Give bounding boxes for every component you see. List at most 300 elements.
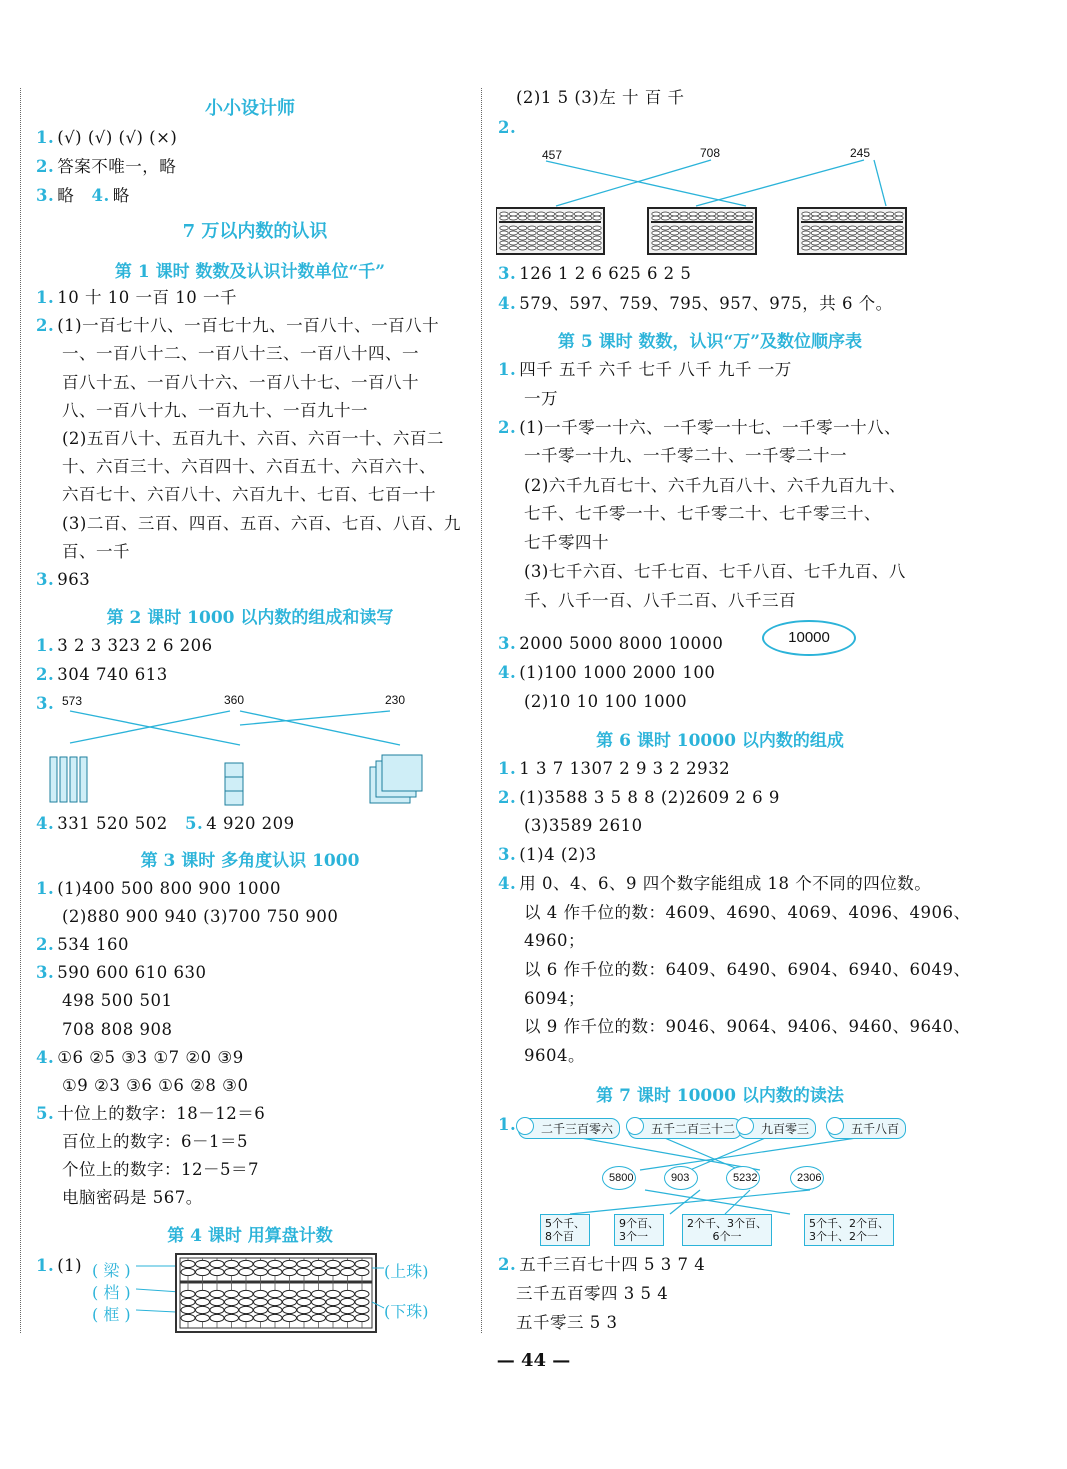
q-num: 3.	[36, 570, 55, 589]
answer-line	[36, 665, 168, 685]
q-text: 304 740 613	[57, 665, 168, 684]
q-text: (3)二百、三百、四百、五百、六百、七百、八百、九	[62, 513, 461, 533]
answer-line	[62, 344, 419, 364]
q-text: (3)3589 2610	[524, 816, 643, 836]
q-num: 1.	[498, 759, 517, 778]
lower-bead	[254, 1298, 268, 1305]
box-line: 3个十、2个一	[809, 1230, 878, 1243]
label-text: 档	[103, 1283, 120, 1302]
q-num: 4.	[91, 186, 110, 205]
answer-line	[36, 935, 129, 955]
q-text: 三千五百零四 3 5 4	[516, 1284, 669, 1303]
lower-bead	[239, 1306, 253, 1313]
answer-line	[36, 316, 439, 336]
upper-bead	[326, 1260, 340, 1267]
lesson-5-title: 第 5 课时 数数，认识“万”及数位顺序表	[557, 332, 863, 352]
answer-line	[524, 562, 906, 582]
q-num: 3.	[498, 264, 517, 283]
upper-bead	[254, 1260, 268, 1267]
q-text: 六百七十、六百八十、六百九十、七百、七百一十	[62, 485, 436, 505]
q-num: 1.	[36, 636, 55, 655]
lower-bead	[283, 1306, 297, 1313]
q-text: 708 808 908	[62, 1019, 173, 1039]
lower-bead	[181, 1290, 195, 1297]
q-text: 963	[57, 570, 91, 589]
answer-line	[498, 360, 792, 380]
q-text: 4960；	[524, 931, 585, 951]
lower-bead	[254, 1290, 268, 1297]
lower-bead	[341, 1306, 355, 1313]
q-num: 2.	[498, 118, 517, 137]
lower-bead	[225, 1314, 239, 1321]
lesson-3-title: 第 3 课时 多角度认识 1000	[140, 851, 360, 871]
answer-line	[36, 963, 206, 983]
q-text: 以 4 作千位的数：4609、4690、4069、4096、4906、	[524, 902, 971, 922]
q-text: 9604。	[524, 1046, 585, 1065]
answer-line	[498, 874, 931, 894]
upper-bead	[341, 1260, 355, 1267]
abacus-matching-diagram	[496, 158, 916, 258]
upper-bead	[355, 1260, 369, 1267]
small-abaci	[496, 208, 906, 254]
upper-bead	[268, 1268, 282, 1275]
apple-903: 903	[664, 1166, 698, 1190]
lower-bead	[196, 1314, 210, 1321]
q-text: ①9 ②3 ③6 ①6 ②8 ③0	[62, 1075, 249, 1095]
lower-bead	[355, 1290, 369, 1297]
q-text: (1)一百七十八、一百七十九、一百八十、一百八十	[57, 316, 440, 336]
lesson-7-title: 第 7 课时 10000 以内数的读法	[596, 1086, 844, 1106]
q-text: 十、六百三十、六百四十、六百五十、六百六十、	[62, 457, 436, 477]
lower-bead	[283, 1298, 297, 1305]
q-text: 个位上的数字：12－5＝7	[62, 1160, 259, 1179]
q-text: 498 500 501	[62, 991, 173, 1011]
lower-bead	[268, 1290, 282, 1297]
upper-bead	[239, 1268, 253, 1275]
answer-line	[524, 960, 970, 980]
margin-divider	[20, 88, 21, 1333]
label-text: 梁	[103, 1261, 120, 1280]
q-text: (2)五百八十、五百九十、六百、六百一十、六百二	[62, 429, 444, 448]
q-text: (2)880 900 940 (3)700 750 900	[62, 907, 339, 927]
label-text: 框	[103, 1305, 120, 1324]
q-num: 4.	[498, 663, 517, 682]
lower-bead	[283, 1314, 297, 1321]
q-num: 1.	[498, 1115, 517, 1134]
box-line: 3个一	[619, 1230, 648, 1243]
upper-bead	[181, 1268, 195, 1275]
q-num: 1.	[36, 879, 55, 898]
lower-bead	[283, 1290, 297, 1297]
lower-bead	[196, 1290, 210, 1297]
q-text: 百八十五、一百八十六、一百八十七、一百八十	[62, 372, 419, 392]
lower-bead	[297, 1290, 311, 1297]
lower-bead	[297, 1298, 311, 1305]
q-text: 126 1 2 6 625 6 2 5	[519, 264, 692, 283]
q-text: 以 6 作千位的数：6409、6490、6904、6940、6049、	[524, 959, 971, 979]
lower-bead	[312, 1298, 326, 1305]
match-line-245a	[696, 160, 864, 206]
upper-bead	[196, 1260, 210, 1267]
q-text: 答案不唯一，略	[57, 157, 177, 176]
lower-bead	[225, 1306, 239, 1313]
q-text: (3)七千六百、七千七百、七千八百、七千九百、八	[524, 562, 906, 581]
answer-line	[498, 788, 780, 808]
q-num: 3.	[498, 634, 517, 653]
small-abacus-1	[496, 208, 604, 254]
box-line: 2个千、3个百、	[687, 1217, 767, 1230]
q-text: 4 920 209	[206, 814, 295, 833]
answer-line	[62, 542, 130, 562]
answer-line	[524, 533, 609, 553]
answer-line	[524, 476, 906, 496]
reading-card-3: 九百零三	[738, 1118, 816, 1139]
label-708: 708	[700, 146, 721, 160]
r-q2-num	[498, 118, 519, 138]
lower-bead	[268, 1298, 282, 1305]
answer-line	[524, 504, 881, 524]
upper-bead	[210, 1268, 224, 1275]
q-text: 一万	[524, 389, 558, 408]
q-text: (1)4 (2)3	[519, 845, 597, 865]
sd-line-3	[36, 186, 130, 206]
apple-5232: 5232	[726, 1166, 760, 1190]
q-text: 七千、七千零一十、七千零二十、七千零三十、	[524, 504, 881, 523]
upper-bead	[297, 1260, 311, 1267]
q-text: (1)100 1000 2000 100	[519, 663, 716, 682]
answer-line	[62, 457, 436, 477]
answer-line	[498, 663, 715, 683]
lower-bead	[181, 1314, 195, 1321]
answer-line	[524, 931, 585, 951]
label-245: 245	[850, 146, 871, 160]
answer-line	[62, 907, 338, 927]
lower-bead	[210, 1306, 224, 1313]
answer-line	[36, 879, 281, 899]
q-num: 3.	[498, 845, 517, 865]
lower-bead	[341, 1290, 355, 1297]
label-lower-beads: (下珠)	[384, 1302, 429, 1321]
upper-bead	[312, 1268, 326, 1275]
lower-bead	[326, 1306, 340, 1313]
box-line: 5个千、	[545, 1217, 585, 1230]
lower-bead	[341, 1298, 355, 1305]
label-573: 573	[62, 694, 83, 708]
lower-bead	[268, 1306, 282, 1313]
lower-bead	[196, 1298, 210, 1305]
unit-cubes-icon	[225, 763, 243, 805]
q-text: (1)400 500 800 900 1000	[57, 879, 282, 898]
label-rod: ( 档 )	[92, 1283, 131, 1302]
section-title: 小小设计师	[205, 98, 295, 119]
q-num: 4.	[36, 814, 55, 833]
answer-line	[62, 401, 368, 421]
q-num: 2.	[498, 787, 517, 807]
q-text: 10 十 10 一百 10 一千	[57, 288, 237, 307]
q-text: (2)六千九百七十、六千九百八十、六千九百九十、	[524, 476, 906, 495]
upper-bead	[326, 1268, 340, 1275]
upper-bead	[355, 1268, 369, 1275]
upper-bead	[283, 1268, 297, 1275]
q-num: 4.	[498, 873, 517, 893]
q-text: 千、八千一百、八千二百、八千三百	[524, 591, 796, 610]
rods-icon	[50, 757, 87, 802]
small-abacus-3	[798, 208, 906, 254]
answer-line	[524, 692, 687, 712]
answer-line	[524, 989, 585, 1009]
lower-bead	[196, 1306, 210, 1313]
lower-bead	[297, 1314, 311, 1321]
q-text: 略	[112, 186, 130, 205]
match-line-708	[556, 160, 711, 206]
q-text: 七千零四十	[524, 533, 609, 552]
answer-line	[516, 1313, 618, 1333]
q-num: 4.	[36, 1047, 55, 1067]
q-text: (1)3588 3 5 8 8 (2)2609 2 6 9	[519, 787, 780, 807]
lower-bead	[210, 1298, 224, 1305]
answer-line	[62, 1188, 203, 1208]
lower-bead	[239, 1314, 253, 1321]
strawberry-icon	[736, 1117, 754, 1135]
match-line-245b	[874, 160, 886, 206]
unit-title: 7 万以内数的认识	[182, 221, 328, 242]
reading-card-4: 五千八百	[828, 1118, 906, 1139]
composition-box-2	[614, 1214, 664, 1246]
q-text: 略	[57, 186, 75, 205]
answer-line	[498, 759, 730, 779]
label-upper-beads: (上珠)	[384, 1262, 429, 1281]
answer-line	[62, 1132, 248, 1152]
lower-bead	[341, 1314, 355, 1321]
answer-line	[524, 903, 970, 923]
lower-bead	[355, 1298, 369, 1305]
answer-line	[36, 636, 213, 656]
q-num: 5.	[36, 1103, 55, 1123]
apple-5800: 5800	[602, 1166, 636, 1190]
box-line: 6个一	[712, 1230, 742, 1243]
lower-bead	[312, 1290, 326, 1297]
upper-bead	[254, 1268, 268, 1275]
answer-ellipse: 10000	[762, 620, 856, 656]
answer-line	[36, 1048, 244, 1068]
label-text: 上珠	[390, 1262, 423, 1281]
sd-line-1	[36, 128, 177, 148]
lower-bead	[254, 1314, 268, 1321]
upper-bead	[225, 1260, 239, 1267]
lower-bead	[326, 1290, 340, 1297]
upper-bead	[268, 1260, 282, 1267]
l4-q1	[36, 1256, 82, 1276]
q-num: 2.	[36, 665, 55, 684]
lesson-6-title: 第 6 课时 10000 以内数的组成	[596, 731, 844, 751]
answer-line	[498, 264, 691, 284]
q-text: 2000 5000 8000 10000	[519, 634, 724, 653]
q-text: 用 0、4、6、9 四个数字能组成 18 个不同的四位数。	[519, 873, 932, 893]
answer-line	[62, 485, 436, 505]
q-text: 五千零三 5 3	[516, 1313, 618, 1332]
place-value-blocks-diagram	[40, 705, 460, 810]
lower-bead	[297, 1306, 311, 1313]
lower-bead	[312, 1314, 326, 1321]
answer-line	[516, 1284, 668, 1304]
q-num: 5.	[184, 814, 204, 833]
lower-bead	[254, 1306, 268, 1313]
answer-line	[62, 991, 172, 1011]
r-top-line: (2)1 5 (3)左 十 百 千	[516, 88, 685, 107]
q-num: 1.	[498, 360, 517, 379]
answer-line	[498, 845, 597, 865]
apple-2306: 2306	[790, 1166, 824, 1190]
q-text: (2)10 10 100 1000	[524, 692, 688, 711]
q-num: 2.	[36, 157, 55, 176]
lower-bead	[326, 1314, 340, 1321]
strawberry-icon	[626, 1117, 644, 1135]
upper-bead	[181, 1260, 195, 1267]
composition-box-1	[540, 1214, 590, 1246]
lower-bead	[225, 1298, 239, 1305]
lower-bead	[239, 1298, 253, 1305]
match-line-230b	[240, 711, 390, 725]
q-text: 电脑密码是 567。	[62, 1188, 203, 1208]
label-text: 下珠	[390, 1302, 423, 1321]
upper-bead	[225, 1268, 239, 1275]
q-num: 4.	[498, 293, 517, 313]
label-457: 457	[542, 148, 563, 162]
q-num: 2.	[36, 316, 55, 336]
q-text: (1)一千零一十六、一千零一十七、一千零一十八、	[519, 418, 902, 437]
box-line: 8个百	[545, 1230, 574, 1243]
label-360: 360	[224, 693, 245, 707]
q-text: 百位上的数字：6－1＝5	[62, 1131, 248, 1151]
pointer-rod	[136, 1289, 180, 1292]
q-text: 百、一千	[62, 541, 130, 561]
q-text: 八、一百八十九、一百九十、一百九十一	[62, 400, 368, 420]
page-number: — 44 —	[496, 1350, 571, 1371]
upper-bead	[196, 1268, 210, 1275]
q-num: 3.	[36, 963, 55, 983]
q-num: 1.	[36, 288, 55, 307]
answer-line	[524, 816, 643, 836]
composition-box-4	[804, 1214, 894, 1246]
upper-bead	[283, 1260, 297, 1267]
answer-line	[62, 1160, 259, 1180]
q-text: 十位上的数字：18－12＝6	[57, 1103, 266, 1123]
reading-card-2: 五千二百三十二	[628, 1118, 742, 1139]
l2-q4	[36, 814, 295, 834]
answer-line	[36, 1104, 265, 1124]
q-text: (√) (√) (√) (×)	[57, 128, 178, 147]
lower-bead	[181, 1306, 195, 1313]
q-text: 一千零一十九、一千零二十、一千零二十一	[524, 446, 847, 465]
q-num: 2.	[36, 935, 55, 955]
q-text: 1 3 7 1307 2 9 3 2 2932	[519, 759, 731, 778]
answer-line	[524, 1017, 970, 1037]
q-num: 2.	[498, 418, 517, 437]
answer-line	[62, 373, 419, 393]
pointer-frame	[136, 1310, 176, 1312]
label-frame: ( 框 )	[92, 1305, 131, 1324]
column-divider	[481, 88, 482, 1333]
q-text: 331 520 502	[57, 814, 168, 833]
answer-line	[62, 1020, 172, 1040]
q-text: 3 2 3 323 2 6 206	[57, 636, 213, 655]
box-line: 9个百、	[619, 1217, 659, 1230]
answer-line	[36, 570, 90, 590]
lower-bead	[326, 1298, 340, 1305]
q-text: 590 600 610 630	[57, 963, 207, 983]
lower-bead	[355, 1306, 369, 1313]
flats-icon	[370, 755, 422, 803]
q-text: (1)	[57, 1256, 83, 1275]
q-num: 1.	[36, 128, 55, 147]
strawberry-icon	[826, 1117, 844, 1135]
reading-card-1: 二千三百零六	[518, 1118, 620, 1139]
lower-bead	[355, 1314, 369, 1321]
lower-bead	[181, 1298, 195, 1305]
upper-bead	[312, 1260, 326, 1267]
upper-bead	[341, 1268, 355, 1275]
lower-bead	[225, 1290, 239, 1297]
q-num: 3.	[36, 694, 55, 713]
q-num: 1.	[36, 1256, 55, 1275]
q-text: 579、597、759、795、957、975，共 6 个。	[519, 293, 893, 313]
answer-line	[62, 514, 461, 534]
answer-line	[36, 288, 237, 308]
lesson-1-title: 第 1 课时 数数及认识计数单位“千”	[114, 262, 386, 282]
q-text: 一、一百八十二、一百八十三、一百八十四、一	[62, 344, 419, 364]
label-230: 230	[385, 693, 406, 707]
answer-line	[524, 446, 847, 466]
box-line: 5个千、2个百、	[809, 1217, 889, 1230]
q-text: 五千三百七十四 5 3 7 4	[519, 1255, 706, 1274]
answer-line	[498, 294, 893, 314]
lower-bead	[268, 1314, 282, 1321]
lower-bead	[210, 1314, 224, 1321]
q-num: 2.	[498, 1255, 517, 1274]
q-num: 3.	[36, 186, 55, 205]
match-line-573	[70, 711, 240, 745]
answer-line	[524, 389, 558, 409]
q-text: ①6 ②5 ③3 ①7 ②0 ③9	[57, 1047, 244, 1067]
q-text: 四千 五千 六千 七千 八千 九千 一万	[519, 360, 792, 379]
abacus-diagram	[136, 1252, 386, 1336]
answer-line	[62, 1076, 248, 1096]
small-abacus-2	[648, 208, 756, 254]
lesson-4-title: 第 4 课时 用算盘计数	[167, 1226, 333, 1246]
lower-bead	[239, 1290, 253, 1297]
answer-line	[498, 634, 723, 654]
match-line-457	[546, 161, 746, 206]
answer-line	[524, 591, 796, 611]
answer-line	[498, 418, 901, 438]
upper-bead	[297, 1268, 311, 1275]
q-text: 534 160	[57, 935, 129, 955]
upper-bead	[210, 1260, 224, 1267]
sd-line-2	[36, 157, 176, 177]
q-text: 以 9 作千位的数：9046、9064、9406、9460、9640、	[524, 1017, 971, 1037]
label-beam: ( 梁 )	[92, 1261, 131, 1280]
q-text: 6094；	[524, 988, 585, 1008]
lesson-2-title: 第 2 课时 1000 以内数的组成和读写	[106, 608, 394, 628]
answer-line	[62, 429, 444, 449]
lower-bead	[312, 1306, 326, 1313]
upper-bead	[239, 1260, 253, 1267]
lower-bead	[210, 1290, 224, 1297]
composition-box-3	[682, 1214, 772, 1246]
answer-line	[524, 1046, 585, 1066]
match-line-230a	[240, 711, 400, 745]
strawberry-icon	[516, 1117, 534, 1135]
